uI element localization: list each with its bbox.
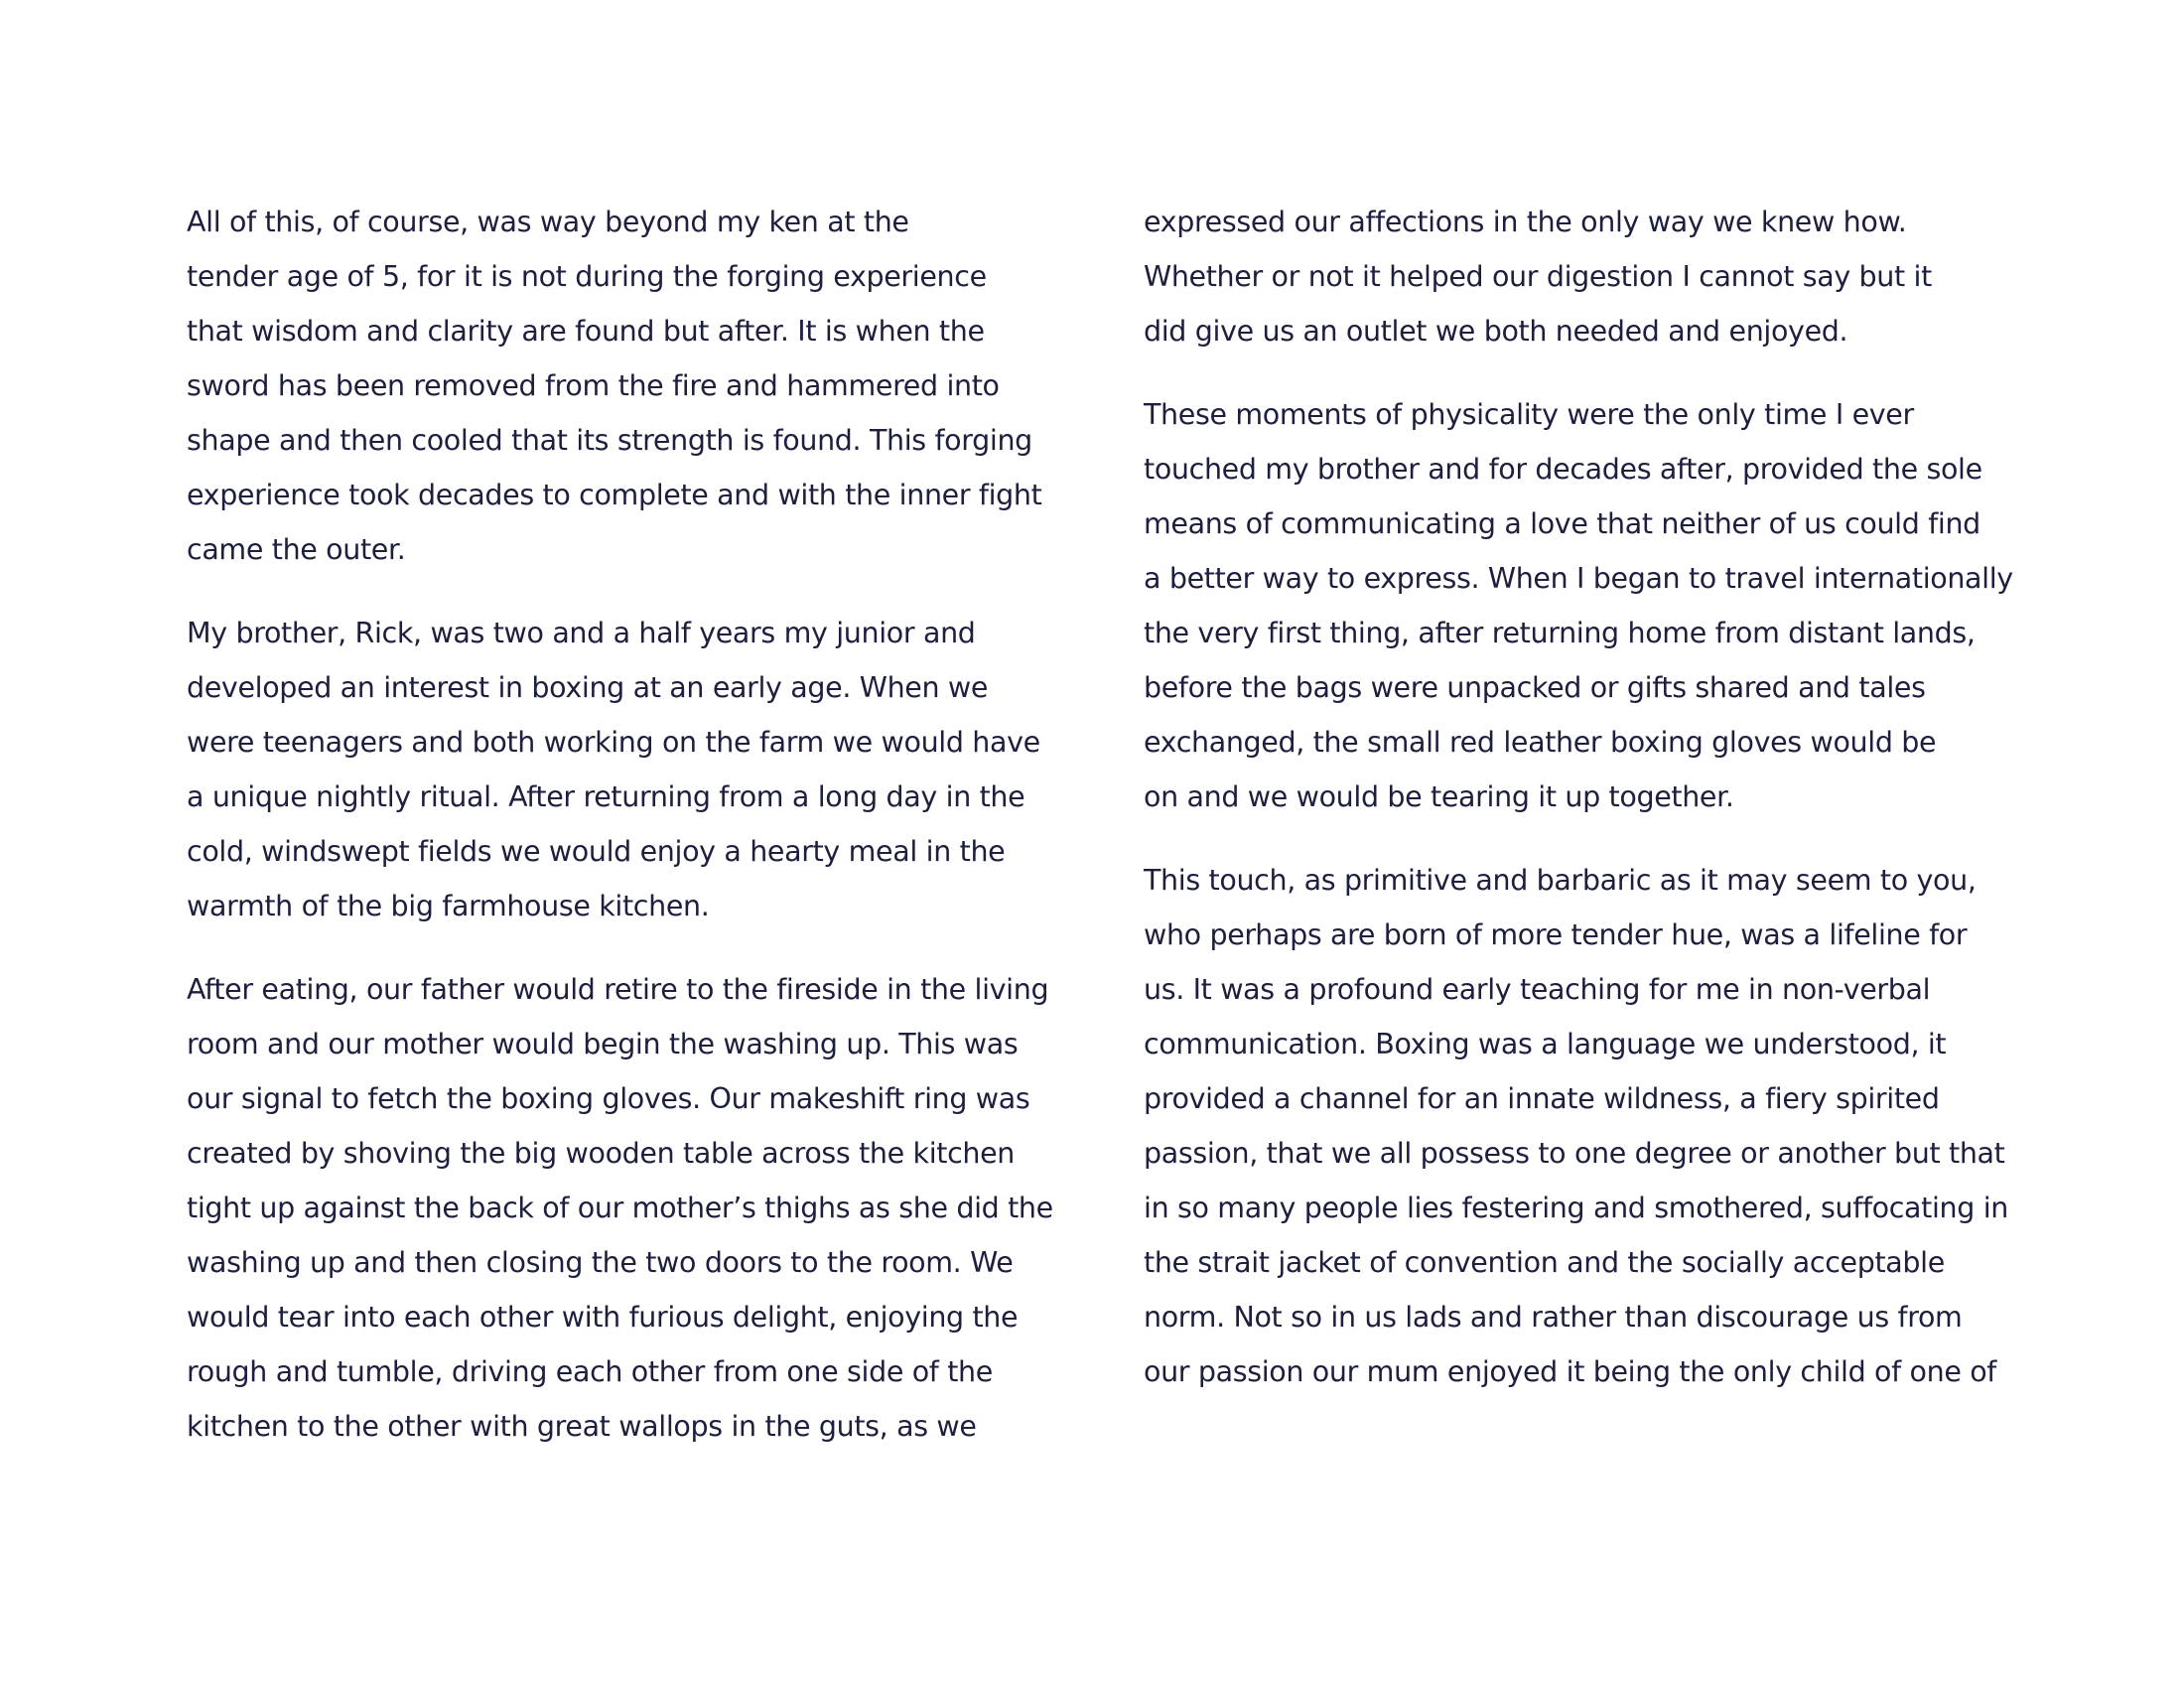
text-line: washing up and then closing the two doors to the room. We xyxy=(187,1246,1014,1279)
text-line: developed an interest in boxing at an early age. When we xyxy=(187,671,989,704)
text-line: expressed our affections in the only way we knew how. xyxy=(1144,206,1907,238)
text-line: tight up against the back of our mother’s thighs as she did the xyxy=(187,1192,1053,1224)
text-line: After eating, our father would retire to the fireside in the living xyxy=(187,973,1049,1006)
text-line: All of this, of course, was way beyond my ken at the xyxy=(187,206,909,238)
text-line: a better way to express. When I began to travel internationally xyxy=(1144,562,2013,595)
text-line: communication. Boxing was a language we understood, it xyxy=(1144,1028,1947,1060)
text-line: passion, that we all possess to one degree or another but that xyxy=(1144,1137,2005,1170)
paragraph xyxy=(187,606,1060,933)
text-line: the very first thing, after returning home from distant lands, xyxy=(1144,617,1976,649)
text-line: sword has been removed from the fire and hammered into xyxy=(187,369,1000,402)
text-line: our passion our mum enjoyed it being the only child of one of xyxy=(1144,1355,1996,1388)
text-line: kitchen to the other with great wallops in the guts, as we xyxy=(187,1410,977,1443)
text-line: tender age of 5, for it is not during the forging experience xyxy=(187,260,987,293)
text-line: cold, windswept fields we would enjoy a hearty meal in the xyxy=(187,835,1006,868)
text-line: experience took decades to complete and with the inner fight xyxy=(187,479,1042,511)
text-line: the strait jacket of convention and the socially acceptable xyxy=(1144,1246,1945,1279)
text-line: exchanged, the small red leather boxing gloves would be xyxy=(1144,726,1937,759)
paragraph xyxy=(187,962,1060,1454)
text-line: on and we would be tearing it up together. xyxy=(1144,780,1734,813)
text-line: a unique nightly ritual. After returning from a long day in the xyxy=(187,780,1025,813)
text-line: These moments of physicality were the only time I ever xyxy=(1144,398,1914,431)
left-text-column xyxy=(187,195,1060,1482)
paragraph xyxy=(187,195,1060,577)
text-line: in so many people lies festering and smothered, suffocating in xyxy=(1144,1192,2008,1224)
text-line: provided a channel for an innate wildness, a fiery spirited xyxy=(1144,1082,1940,1115)
text-line: created by shoving the big wooden table across the kitchen xyxy=(187,1137,1016,1170)
text-line: before the bags were unpacked or gifts shared and tales xyxy=(1144,671,1926,704)
paragraph xyxy=(1144,195,2017,358)
text-line: who perhaps are born of more tender hue, was a lifeline for xyxy=(1144,918,1968,951)
text-line: warmth of the big farmhouse kitchen. xyxy=(187,890,710,922)
text-line: would tear into each other with furious delight, enjoying the xyxy=(187,1301,1019,1334)
text-line: were teenagers and both working on the farm we would have xyxy=(187,726,1040,759)
text-line: touched my brother and for decades after, provided the sole xyxy=(1144,453,1982,486)
text-line: means of communicating a love that neither of us could find xyxy=(1144,507,1980,540)
text-line: came the outer. xyxy=(187,533,406,566)
paragraph xyxy=(1144,387,2017,824)
text-line: shape and then cooled that its strength is found. This forging xyxy=(187,424,1032,457)
text-line: My brother, Rick, was two and a half years my junior and xyxy=(187,617,976,649)
text-line: This touch, as primitive and barbaric as it may seem to you, xyxy=(1144,864,1977,897)
right-text-column xyxy=(1144,195,2017,1428)
text-line: room and our mother would begin the washing up. This was xyxy=(187,1028,1019,1060)
text-line: Whether or not it helped our digestion I cannot say but it xyxy=(1144,260,1932,293)
text-line: us. It was a profound early teaching for me in non-verbal xyxy=(1144,973,1931,1006)
paragraph xyxy=(1144,853,2017,1399)
text-line: rough and tumble, driving each other from one side of the xyxy=(187,1355,993,1388)
text-line: our signal to fetch the boxing gloves. Our makeshift ring was xyxy=(187,1082,1030,1115)
text-line: that wisdom and clarity are found but after. It is when the xyxy=(187,315,985,348)
text-line: did give us an outlet we both needed and enjoyed. xyxy=(1144,315,1848,348)
text-line: norm. Not so in us lads and rather than discourage us from xyxy=(1144,1301,1963,1334)
